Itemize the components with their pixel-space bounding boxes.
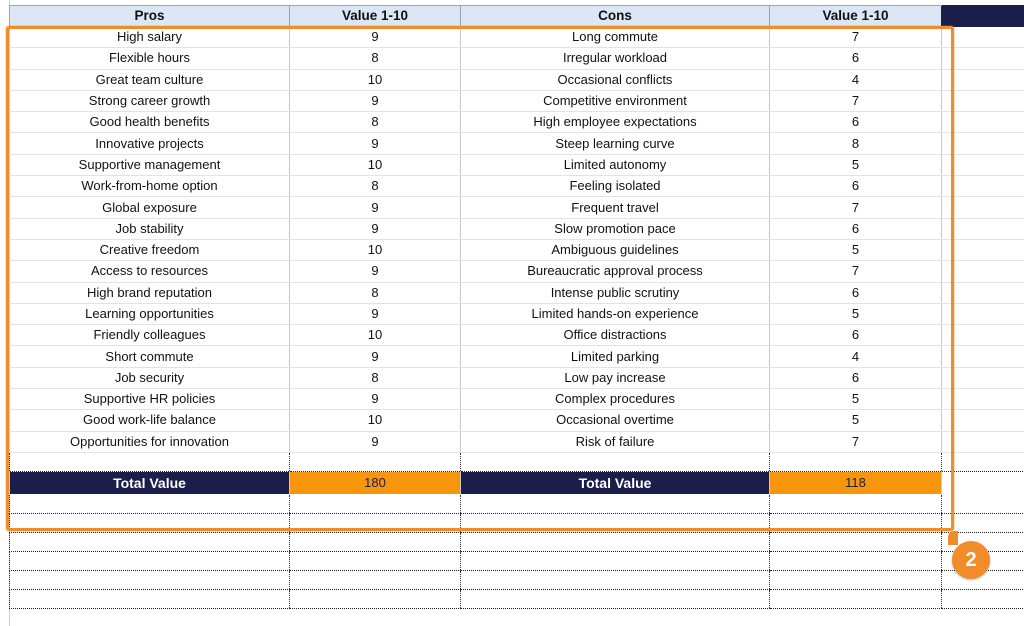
empty-cell[interactable] bbox=[290, 589, 461, 608]
table-row bbox=[10, 303, 1024, 324]
empty-cell[interactable] bbox=[942, 239, 1024, 260]
step-number-badge: 2 bbox=[952, 541, 990, 579]
empty-cell[interactable] bbox=[942, 589, 1024, 608]
table-row bbox=[10, 69, 1024, 90]
con-cell[interactable]: Limited hands-on experience bbox=[461, 303, 770, 324]
con-value-cell[interactable]: 6 bbox=[770, 218, 942, 239]
con-value-cell[interactable]: 7 bbox=[770, 261, 942, 282]
con-value-cell[interactable]: 5 bbox=[770, 410, 942, 431]
con-cell[interactable]: Complex procedures bbox=[461, 389, 770, 410]
con-cell[interactable]: Steep learning curve bbox=[461, 133, 770, 154]
table-row bbox=[10, 48, 1024, 69]
empty-cell[interactable] bbox=[942, 452, 1024, 471]
con-cell[interactable]: Office distractions bbox=[461, 325, 770, 346]
pros-total-value[interactable]: 180 bbox=[290, 471, 461, 494]
empty-cell[interactable] bbox=[10, 551, 290, 570]
pro-value-cell[interactable]: 9 bbox=[290, 303, 461, 324]
table-row bbox=[10, 176, 1024, 197]
pro-cell[interactable]: Learning opportunities bbox=[10, 303, 290, 324]
con-value-cell[interactable]: 5 bbox=[770, 239, 942, 260]
table-row bbox=[10, 197, 1024, 218]
empty-cell[interactable] bbox=[770, 551, 942, 570]
empty-cell[interactable] bbox=[10, 570, 290, 589]
empty-cell[interactable] bbox=[942, 410, 1024, 431]
pro-value-cell[interactable]: 9 bbox=[290, 431, 461, 452]
empty-cell[interactable] bbox=[770, 513, 942, 532]
empty-cell[interactable] bbox=[942, 261, 1024, 282]
empty-cell[interactable] bbox=[942, 176, 1024, 197]
empty-cell[interactable] bbox=[770, 589, 942, 608]
pro-value-cell[interactable]: 10 bbox=[290, 325, 461, 346]
pro-value-cell[interactable]: 9 bbox=[290, 389, 461, 410]
table-row bbox=[10, 282, 1024, 303]
pro-value-cell[interactable]: 10 bbox=[290, 410, 461, 431]
pro-value-cell[interactable]: 10 bbox=[290, 239, 461, 260]
pro-cell[interactable]: Good work-life balance bbox=[10, 410, 290, 431]
table-row bbox=[10, 27, 1024, 48]
empty-cell[interactable] bbox=[770, 532, 942, 551]
empty-cell[interactable] bbox=[290, 494, 461, 513]
pro-value-cell[interactable]: 8 bbox=[290, 48, 461, 69]
empty-cell[interactable] bbox=[461, 551, 770, 570]
empty-cell[interactable] bbox=[10, 452, 290, 471]
spacer-row bbox=[10, 452, 1024, 471]
pro-cell[interactable]: High salary bbox=[10, 27, 290, 48]
pro-value-cell[interactable]: 9 bbox=[290, 90, 461, 111]
empty-cell[interactable] bbox=[461, 570, 770, 589]
pro-cell[interactable]: Supportive management bbox=[10, 154, 290, 175]
con-cell[interactable]: Occasional overtime bbox=[461, 410, 770, 431]
con-value-cell[interactable]: 6 bbox=[770, 367, 942, 388]
con-value-cell[interactable]: 6 bbox=[770, 176, 942, 197]
con-value-cell[interactable]: 7 bbox=[770, 27, 942, 48]
empty-cell[interactable] bbox=[942, 471, 1024, 494]
empty-cell[interactable] bbox=[290, 532, 461, 551]
empty-row bbox=[10, 513, 1024, 532]
table-row bbox=[10, 90, 1024, 111]
empty-row bbox=[10, 494, 1024, 513]
table-row bbox=[10, 218, 1024, 239]
header-row bbox=[10, 6, 1024, 27]
empty-cell[interactable] bbox=[942, 90, 1024, 111]
empty-cell[interactable] bbox=[942, 303, 1024, 324]
header-pros-value[interactable]: Value 1-10 bbox=[290, 6, 461, 27]
pro-value-cell[interactable]: 10 bbox=[290, 69, 461, 90]
empty-cell[interactable] bbox=[10, 589, 290, 608]
pros-total-label[interactable]: Total Value bbox=[10, 471, 290, 494]
con-value-cell[interactable]: 7 bbox=[770, 197, 942, 218]
table-row bbox=[10, 261, 1024, 282]
table-row bbox=[10, 154, 1024, 175]
con-value-cell[interactable]: 6 bbox=[770, 282, 942, 303]
con-cell[interactable]: Competitive environment bbox=[461, 90, 770, 111]
con-cell[interactable]: Risk of failure bbox=[461, 431, 770, 452]
pro-value-cell[interactable]: 10 bbox=[290, 154, 461, 175]
con-cell[interactable]: Feeling isolated bbox=[461, 176, 770, 197]
cons-total-value[interactable]: 118 bbox=[770, 471, 942, 494]
pro-value-cell[interactable]: 8 bbox=[290, 112, 461, 133]
pro-value-cell[interactable]: 9 bbox=[290, 27, 461, 48]
pro-cell[interactable]: Job stability bbox=[10, 218, 290, 239]
empty-cell[interactable] bbox=[770, 494, 942, 513]
pro-value-cell[interactable]: 9 bbox=[290, 218, 461, 239]
empty-cell[interactable] bbox=[461, 589, 770, 608]
empty-cell[interactable] bbox=[942, 282, 1024, 303]
pro-cell[interactable]: Creative freedom bbox=[10, 239, 290, 260]
empty-cell[interactable] bbox=[461, 513, 770, 532]
table-row bbox=[10, 367, 1024, 388]
table-row bbox=[10, 239, 1024, 260]
pro-cell[interactable]: Great team culture bbox=[10, 69, 290, 90]
pro-cell[interactable]: Good health benefits bbox=[10, 112, 290, 133]
con-cell[interactable]: Bureaucratic approval process bbox=[461, 261, 770, 282]
con-cell[interactable]: Limited parking bbox=[461, 346, 770, 367]
empty-cell[interactable] bbox=[942, 27, 1024, 48]
empty-cell[interactable] bbox=[10, 494, 290, 513]
pro-cell[interactable]: Job security bbox=[10, 367, 290, 388]
pro-cell[interactable]: Short commute bbox=[10, 346, 290, 367]
pro-cell[interactable]: Supportive HR policies bbox=[10, 389, 290, 410]
con-value-cell[interactable]: 7 bbox=[770, 431, 942, 452]
pro-value-cell[interactable]: 8 bbox=[290, 176, 461, 197]
con-cell[interactable]: Low pay increase bbox=[461, 367, 770, 388]
con-cell[interactable]: Occasional conflicts bbox=[461, 69, 770, 90]
empty-cell[interactable] bbox=[770, 452, 942, 471]
empty-cell[interactable] bbox=[942, 48, 1024, 69]
empty-row bbox=[10, 551, 1024, 570]
pro-cell[interactable]: Opportunities for innovation bbox=[10, 431, 290, 452]
pro-cell[interactable]: Friendly colleagues bbox=[10, 325, 290, 346]
pro-value-cell[interactable]: 9 bbox=[290, 133, 461, 154]
table-row bbox=[10, 410, 1024, 431]
con-cell[interactable]: High employee expectations bbox=[461, 112, 770, 133]
empty-cell[interactable] bbox=[10, 513, 290, 532]
pro-value-cell[interactable]: 9 bbox=[290, 197, 461, 218]
table-row bbox=[10, 133, 1024, 154]
pros-cons-table bbox=[9, 5, 1024, 609]
con-value-cell[interactable]: 7 bbox=[770, 90, 942, 111]
empty-cell[interactable] bbox=[942, 197, 1024, 218]
header-cons[interactable]: Cons bbox=[461, 6, 770, 27]
empty-cell[interactable] bbox=[290, 452, 461, 471]
pro-cell[interactable]: Access to resources bbox=[10, 261, 290, 282]
con-cell[interactable]: Limited autonomy bbox=[461, 154, 770, 175]
header-extra-cell[interactable] bbox=[942, 6, 1024, 27]
empty-cell[interactable] bbox=[942, 325, 1024, 346]
pro-cell[interactable]: Innovative projects bbox=[10, 133, 290, 154]
con-value-cell[interactable]: 6 bbox=[770, 112, 942, 133]
empty-row bbox=[10, 570, 1024, 589]
pro-value-cell[interactable]: 8 bbox=[290, 367, 461, 388]
empty-cell[interactable] bbox=[942, 69, 1024, 90]
total-row bbox=[10, 471, 1024, 494]
empty-cell[interactable] bbox=[942, 133, 1024, 154]
empty-cell[interactable] bbox=[290, 513, 461, 532]
empty-cell[interactable] bbox=[942, 431, 1024, 452]
con-value-cell[interactable]: 4 bbox=[770, 69, 942, 90]
con-value-cell[interactable]: 5 bbox=[770, 154, 942, 175]
con-value-cell[interactable]: 5 bbox=[770, 389, 942, 410]
pro-value-cell[interactable]: 9 bbox=[290, 346, 461, 367]
empty-row bbox=[10, 532, 1024, 551]
empty-cell[interactable] bbox=[942, 389, 1024, 410]
empty-cell[interactable] bbox=[942, 367, 1024, 388]
con-cell[interactable]: Irregular workload bbox=[461, 48, 770, 69]
empty-cell[interactable] bbox=[10, 532, 290, 551]
con-cell[interactable]: Intense public scrutiny bbox=[461, 282, 770, 303]
con-cell[interactable]: Ambiguous guidelines bbox=[461, 239, 770, 260]
con-cell[interactable]: Frequent travel bbox=[461, 197, 770, 218]
con-value-cell[interactable]: 4 bbox=[770, 346, 942, 367]
pro-value-cell[interactable]: 9 bbox=[290, 261, 461, 282]
empty-cell[interactable] bbox=[770, 570, 942, 589]
con-value-cell[interactable]: 6 bbox=[770, 325, 942, 346]
cons-total-label[interactable]: Total Value bbox=[461, 471, 770, 494]
empty-cell[interactable] bbox=[942, 218, 1024, 239]
empty-cell[interactable] bbox=[942, 112, 1024, 133]
pro-cell[interactable]: Work-from-home option bbox=[10, 176, 290, 197]
table-row bbox=[10, 389, 1024, 410]
con-cell[interactable]: Slow promotion pace bbox=[461, 218, 770, 239]
empty-row bbox=[10, 589, 1024, 608]
empty-cell[interactable] bbox=[461, 532, 770, 551]
con-value-cell[interactable]: 6 bbox=[770, 48, 942, 69]
pro-cell[interactable]: Strong career growth bbox=[10, 90, 290, 111]
header-pros[interactable]: Pros bbox=[10, 6, 290, 27]
empty-cell[interactable] bbox=[290, 570, 461, 589]
table-row bbox=[10, 325, 1024, 346]
empty-cell[interactable] bbox=[461, 452, 770, 471]
con-value-cell[interactable]: 8 bbox=[770, 133, 942, 154]
con-value-cell[interactable]: 5 bbox=[770, 303, 942, 324]
empty-cell[interactable] bbox=[942, 494, 1024, 513]
table-row bbox=[10, 431, 1024, 452]
empty-cell[interactable] bbox=[942, 346, 1024, 367]
pro-cell[interactable]: Flexible hours bbox=[10, 48, 290, 69]
table-row bbox=[10, 346, 1024, 367]
pro-cell[interactable]: Global exposure bbox=[10, 197, 290, 218]
con-cell[interactable]: Long commute bbox=[461, 27, 770, 48]
empty-cell[interactable] bbox=[461, 494, 770, 513]
pro-value-cell[interactable]: 8 bbox=[290, 282, 461, 303]
header-cons-value[interactable]: Value 1-10 bbox=[770, 6, 942, 27]
pro-cell[interactable]: High brand reputation bbox=[10, 282, 290, 303]
empty-cell[interactable] bbox=[942, 513, 1024, 532]
table-row bbox=[10, 112, 1024, 133]
empty-cell[interactable] bbox=[290, 551, 461, 570]
empty-cell[interactable] bbox=[942, 154, 1024, 175]
